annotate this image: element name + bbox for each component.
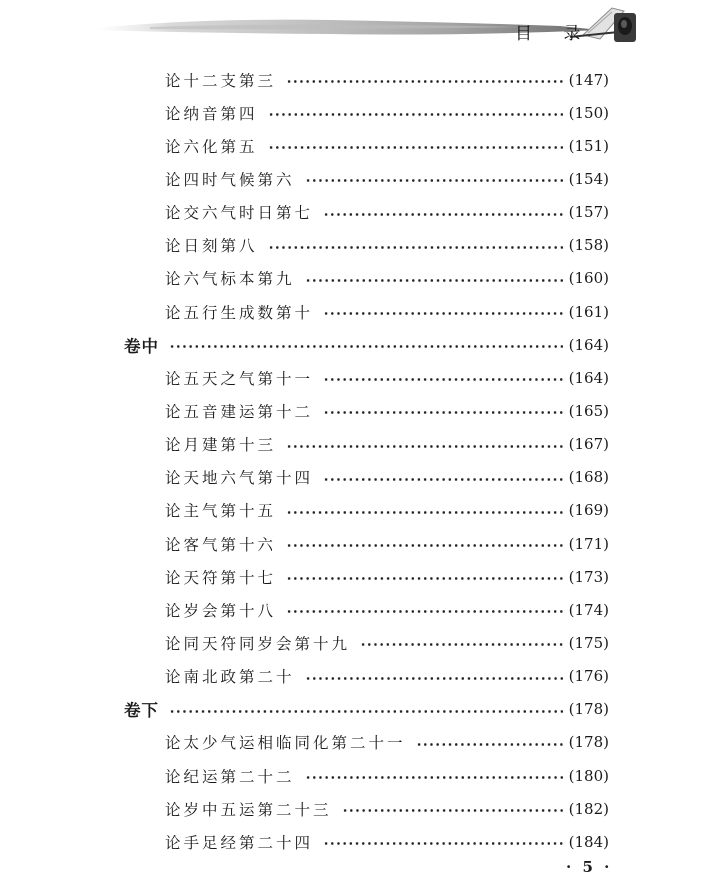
dot-leader: [416, 743, 563, 746]
toc-entry-title: 论太少气运相临同化第二十一: [165, 734, 406, 753]
toc-entry-title: 论五行生成数第十: [165, 303, 314, 322]
toc-entry[interactable]: [0, 660, 721, 693]
toc-entry[interactable]: [0, 726, 721, 759]
dot-leader: [305, 776, 563, 779]
dot-leader: [286, 577, 563, 580]
toc-entry[interactable]: [0, 262, 721, 295]
toc-entry-page: (175): [568, 633, 609, 652]
dot-leader: [342, 809, 563, 812]
toc-entry-page: (154): [568, 169, 609, 188]
toc-entry-title: 论月建第十三: [165, 436, 277, 455]
dot-leader: [169, 710, 563, 713]
toc-entry-title: 论四时气候第六: [165, 170, 295, 189]
toc-entry-page: (169): [568, 501, 609, 520]
toc-entry[interactable]: [0, 229, 721, 262]
dot-leader: [286, 511, 563, 514]
table-of-contents: [0, 63, 721, 858]
toc-entry-page: (180): [568, 766, 609, 785]
dot-leader: [268, 246, 563, 249]
toc-entry-title: 论六化第五: [165, 137, 258, 156]
dot-leader: [268, 146, 563, 149]
toc-entry-title: 卷下: [124, 701, 159, 721]
dot-leader: [323, 842, 563, 845]
toc-entry[interactable]: [0, 626, 721, 659]
toc-entry-page: (164): [568, 368, 609, 387]
toc-entry-title: 卷中: [124, 336, 159, 356]
toc-entry-page: (178): [568, 733, 609, 752]
toc-entry-page: (151): [568, 136, 609, 155]
toc-entry-title: 论十二支第三: [165, 71, 277, 90]
toc-entry-title: 论五天之气第十一: [165, 369, 314, 388]
toc-entry-page: (173): [568, 567, 609, 586]
toc-entry-title: 论纳音第四: [165, 104, 258, 123]
toc-entry-page: (178): [568, 700, 609, 719]
dot-leader: [305, 279, 563, 282]
toc-entry-page: (150): [568, 103, 609, 122]
brush-stroke-decoration: [0, 0, 721, 50]
dot-leader: [323, 312, 563, 315]
dot-leader: [323, 213, 563, 216]
toc-entry-page: (160): [568, 269, 609, 288]
toc-entry-page: (184): [568, 832, 609, 851]
header-title: 目 录: [515, 24, 594, 44]
toc-entry[interactable]: [0, 63, 721, 96]
toc-entry[interactable]: [0, 593, 721, 626]
toc-entry-page: (161): [568, 302, 609, 321]
toc-entry[interactable]: [0, 494, 721, 527]
toc-entry-title: 论日刻第八: [165, 237, 258, 256]
toc-entry-page: (167): [568, 435, 609, 454]
page-number: · 5 ·: [566, 858, 613, 876]
toc-entry-title: 论客气第十六: [165, 535, 277, 554]
toc-entry-title: 论纪运第二十二: [165, 767, 295, 786]
dot-leader: [286, 80, 563, 83]
toc-entry-title: 论南北政第二十: [165, 668, 295, 687]
toc-entry-title: 论主气第十五: [165, 502, 277, 521]
page-header: [0, 0, 721, 50]
toc-entry-page: (157): [568, 203, 609, 222]
toc-entry[interactable]: [0, 394, 721, 427]
toc-entry-page: (171): [568, 534, 609, 553]
toc-entry[interactable]: [0, 295, 721, 328]
toc-entry-title: 论岁会第十八: [165, 601, 277, 620]
toc-entry[interactable]: [0, 759, 721, 792]
dot-leader: [305, 677, 563, 680]
dot-leader: [323, 378, 563, 381]
dot-leader: [169, 345, 563, 348]
toc-entry-page: (182): [568, 799, 609, 818]
toc-entry-title: 论交六气时日第七: [165, 204, 314, 223]
dot-leader: [360, 643, 563, 646]
toc-entry-title: 论同天符同岁会第十九: [165, 634, 351, 653]
toc-entry[interactable]: [0, 428, 721, 461]
toc-entry-title: 论天地六气第十四: [165, 469, 314, 488]
toc-entry[interactable]: [0, 196, 721, 229]
toc-entry[interactable]: [0, 361, 721, 394]
toc-entry[interactable]: [0, 129, 721, 162]
toc-entry-page: (168): [568, 468, 609, 487]
toc-volume-entry[interactable]: [0, 693, 721, 726]
toc-entry[interactable]: [0, 96, 721, 129]
dot-leader: [323, 411, 563, 414]
dot-leader: [268, 113, 563, 116]
toc-entry-title: 论六气标本第九: [165, 270, 295, 289]
toc-entry-page: (147): [568, 70, 609, 89]
toc-entry[interactable]: [0, 461, 721, 494]
toc-entry-page: (165): [568, 401, 609, 420]
toc-volume-entry[interactable]: [0, 328, 721, 361]
toc-entry[interactable]: [0, 527, 721, 560]
toc-entry-page: (174): [568, 600, 609, 619]
toc-entry[interactable]: [0, 162, 721, 195]
toc-entry-page: (158): [568, 236, 609, 255]
dot-leader: [286, 445, 563, 448]
dot-leader: [286, 610, 563, 613]
dot-leader: [286, 544, 563, 547]
toc-entry-title: 论岁中五运第二十三: [165, 800, 332, 819]
toc-entry-title: 论天符第十七: [165, 568, 277, 587]
dot-leader: [305, 179, 563, 182]
toc-entry-page: (176): [568, 667, 609, 686]
toc-entry[interactable]: [0, 825, 721, 858]
toc-entry[interactable]: [0, 792, 721, 825]
dot-leader: [323, 478, 563, 481]
toc-entry-title: 论五音建运第十二: [165, 402, 314, 421]
toc-entry[interactable]: [0, 560, 721, 593]
toc-entry-title: 论手足经第二十四: [165, 833, 314, 852]
toc-entry-page: (164): [568, 335, 609, 354]
